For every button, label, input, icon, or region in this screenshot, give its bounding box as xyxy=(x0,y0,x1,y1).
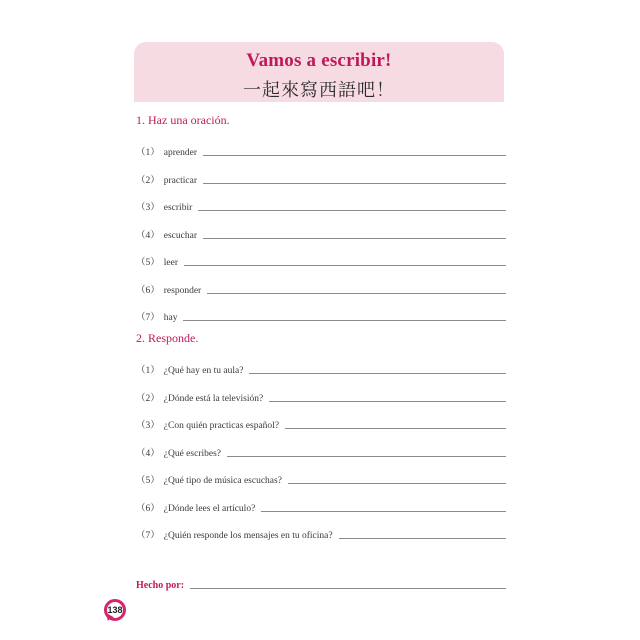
item-number: （5） xyxy=(136,258,160,268)
section-2-title: 2. Responde. xyxy=(136,331,199,345)
item-number: （7） xyxy=(136,313,160,323)
item-prompt: escuchar xyxy=(163,231,197,241)
question-text: ¿Qué hay en tu aula? xyxy=(163,366,244,376)
item-number: （4） xyxy=(136,449,160,459)
exercise-row xyxy=(136,309,506,323)
question-text: ¿Quién responde los mensajes en tu oficina? xyxy=(163,531,333,541)
item-prompt: practicar xyxy=(163,176,197,186)
item-number: （3） xyxy=(136,203,160,213)
question-text: ¿Con quién practicas español? xyxy=(163,421,280,431)
signature-row xyxy=(136,577,506,591)
item-number: （6） xyxy=(136,504,160,514)
question-row xyxy=(136,472,506,486)
answer-line[interactable] xyxy=(288,483,506,484)
question-row xyxy=(136,362,506,376)
item-number: （2） xyxy=(136,394,160,404)
exercise-row xyxy=(136,282,506,296)
item-prompt: escribir xyxy=(163,203,193,213)
question-row xyxy=(136,500,506,514)
item-number: （1） xyxy=(136,366,160,376)
question-text: ¿Dónde lees el artículo? xyxy=(163,504,256,514)
signature-line[interactable] xyxy=(190,588,506,589)
item-number: （7） xyxy=(136,531,160,541)
answer-line[interactable] xyxy=(203,155,506,156)
question-text: ¿Qué escribes? xyxy=(163,449,221,459)
question-text: ¿Dónde está la televisión? xyxy=(163,394,264,404)
answer-line[interactable] xyxy=(261,511,506,512)
section-1-title: 1. Haz una oración. xyxy=(136,113,230,127)
item-prompt: hay xyxy=(163,313,178,323)
question-row xyxy=(136,390,506,404)
header-banner xyxy=(134,42,504,102)
item-number: （4） xyxy=(136,231,160,241)
answer-line[interactable] xyxy=(183,320,506,321)
answer-line[interactable] xyxy=(203,238,506,239)
answer-line[interactable] xyxy=(184,265,506,266)
question-row xyxy=(136,445,506,459)
answer-line[interactable] xyxy=(285,428,506,429)
answer-line[interactable] xyxy=(198,210,506,211)
answer-line[interactable] xyxy=(227,456,506,457)
question-text: ¿Qué tipo de música escuchas? xyxy=(163,476,282,486)
question-row xyxy=(136,417,506,431)
exercise-row xyxy=(136,144,506,158)
answer-line[interactable] xyxy=(339,538,506,539)
signature-label: Hecho por: xyxy=(136,580,185,591)
item-number: （6） xyxy=(136,286,160,296)
item-number: （2） xyxy=(136,176,160,186)
exercise-row xyxy=(136,254,506,268)
page-title: Vamos a escribir! xyxy=(246,50,392,71)
item-prompt: leer xyxy=(163,258,179,268)
answer-line[interactable] xyxy=(249,373,506,374)
answer-line[interactable] xyxy=(269,401,506,402)
item-prompt: responder xyxy=(163,286,202,296)
item-number: （1） xyxy=(136,148,160,158)
item-number: （3） xyxy=(136,421,160,431)
exercise-row xyxy=(136,172,506,186)
item-number: （5） xyxy=(136,476,160,486)
answer-line[interactable] xyxy=(203,183,506,184)
page-number-badge xyxy=(104,599,126,621)
page-subtitle: 一起來寫西語吧！ xyxy=(243,80,395,101)
exercise-row xyxy=(136,199,506,213)
answer-line[interactable] xyxy=(207,293,506,294)
page-number: 138 xyxy=(107,605,123,615)
exercise-row xyxy=(136,227,506,241)
item-prompt: aprender xyxy=(163,148,197,158)
question-row xyxy=(136,527,506,541)
